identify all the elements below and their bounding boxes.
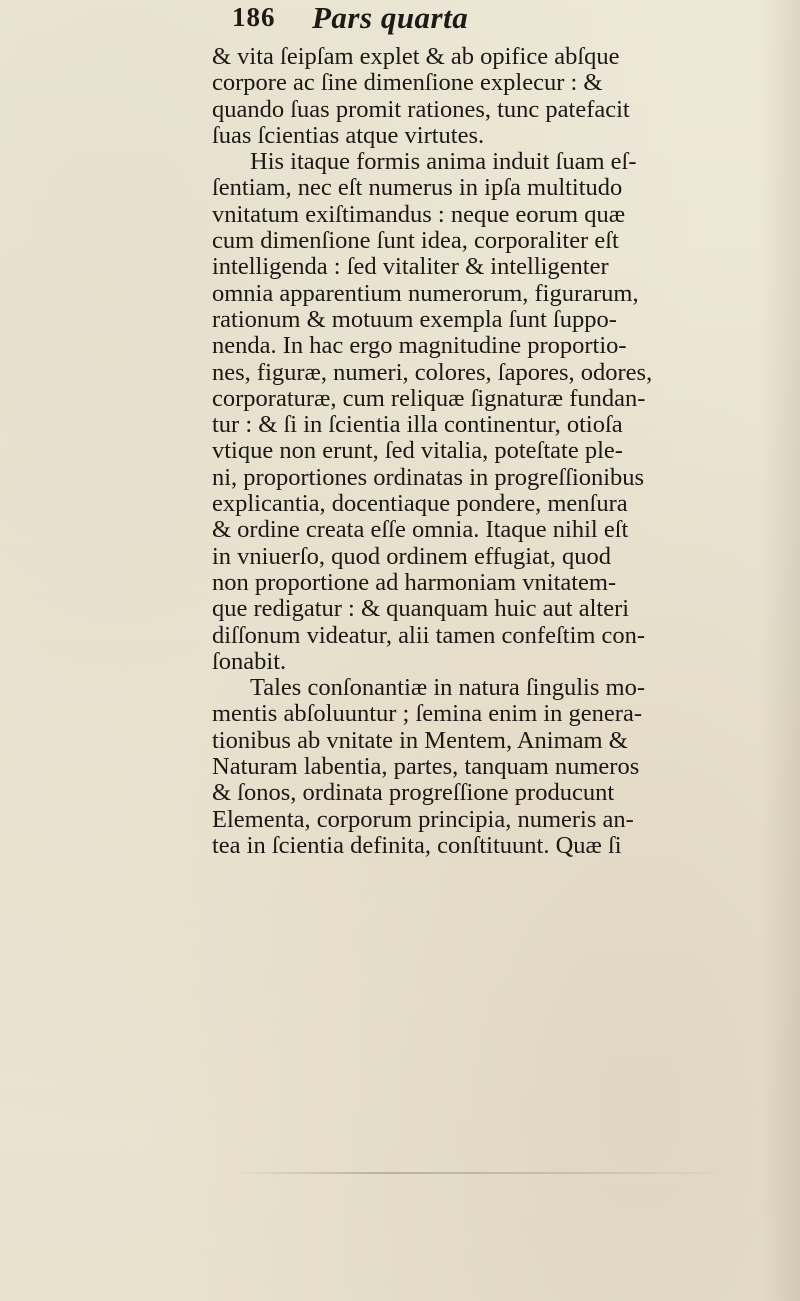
text-line: tur : & ſi in ſcientia illa continentur, otioſa <box>212 411 623 439</box>
text-line: quando ſuas promit rationes, tunc patefacit <box>212 95 630 123</box>
text-line: non proportione ad harmoniam vnitatem- <box>212 568 617 596</box>
page-number: 186 <box>232 2 276 32</box>
bleed-through-mark <box>230 1172 730 1174</box>
text-line: diſſonum videatur, alii tamen confeſtim con- <box>212 621 646 649</box>
text-line: omnia apparentium numerorum, figurarum, <box>212 279 639 307</box>
text-line: nes, figuræ, numeri, colores, ſapores, odores, <box>212 358 653 386</box>
text-line: vnitatum exiſtimandus : neque eorum quæ <box>212 200 626 228</box>
text-line: mentis abſoluuntur ; ſemina enim in genera- <box>212 700 642 728</box>
text-line: intelligenda : ſed vitaliter & intelligenter <box>212 253 609 281</box>
text-line: ni, proportiones ordinatas in progreſſionibus <box>212 463 645 491</box>
paragraph-start-line: Tales conſonantiæ in natura ſingulis mo- <box>250 674 645 702</box>
paragraph-start-line: His itaque formis anima induit ſuam eſ- <box>250 148 637 176</box>
text-line: ſentiam, nec eſt numerus in ipſa multitudo <box>212 174 623 202</box>
text-line: & ordine creata eſſe omnia. Itaque nihil eſt <box>212 516 629 544</box>
text-line: cum dimenſione ſunt idea, corporaliter eſt <box>212 227 619 255</box>
text-line: in vniuerſo, quod ordinem effugiat, quod <box>212 542 611 570</box>
text-line: vtique non erunt, ſed vitalia, poteſtate ple- <box>212 437 623 465</box>
text-line: tea in ſcientia definita, conſtituunt. Quæ ſi <box>212 831 622 859</box>
text-line: explicantia, docentiaque pondere, menſura <box>212 490 628 518</box>
text-line: tionibus ab vnitate in Mentem, Animam & <box>212 726 628 754</box>
text-line: corpore ac ſine dimenſione explecur : & <box>212 69 603 97</box>
page-header <box>232 0 732 40</box>
running-head: Pars quarta <box>312 0 469 35</box>
text-line: corporaturæ, cum reliquæ ſignaturæ fundan- <box>212 384 646 412</box>
text-line: que redigatur : & quanquam huic aut alteri <box>212 595 630 623</box>
text-line: & vita ſeipſam explet & ab opifice abſque <box>212 43 620 70</box>
text-line: Naturam labentia, partes, tanquam numeros <box>212 753 640 781</box>
text-line: Elementa, corporum principia, numeris an- <box>212 805 634 833</box>
text-line: ſonabit. <box>212 647 287 675</box>
text-line: nenda. In hac ergo magnitudine proportio- <box>212 332 627 360</box>
body-text <box>212 44 800 859</box>
text-line: & ſonos, ordinata progreſſione producunt <box>212 779 615 807</box>
text-line: ſuas ſcientias atque virtutes. <box>212 121 485 149</box>
text-line: rationum & motuum exempla ſunt ſuppo- <box>212 305 617 333</box>
